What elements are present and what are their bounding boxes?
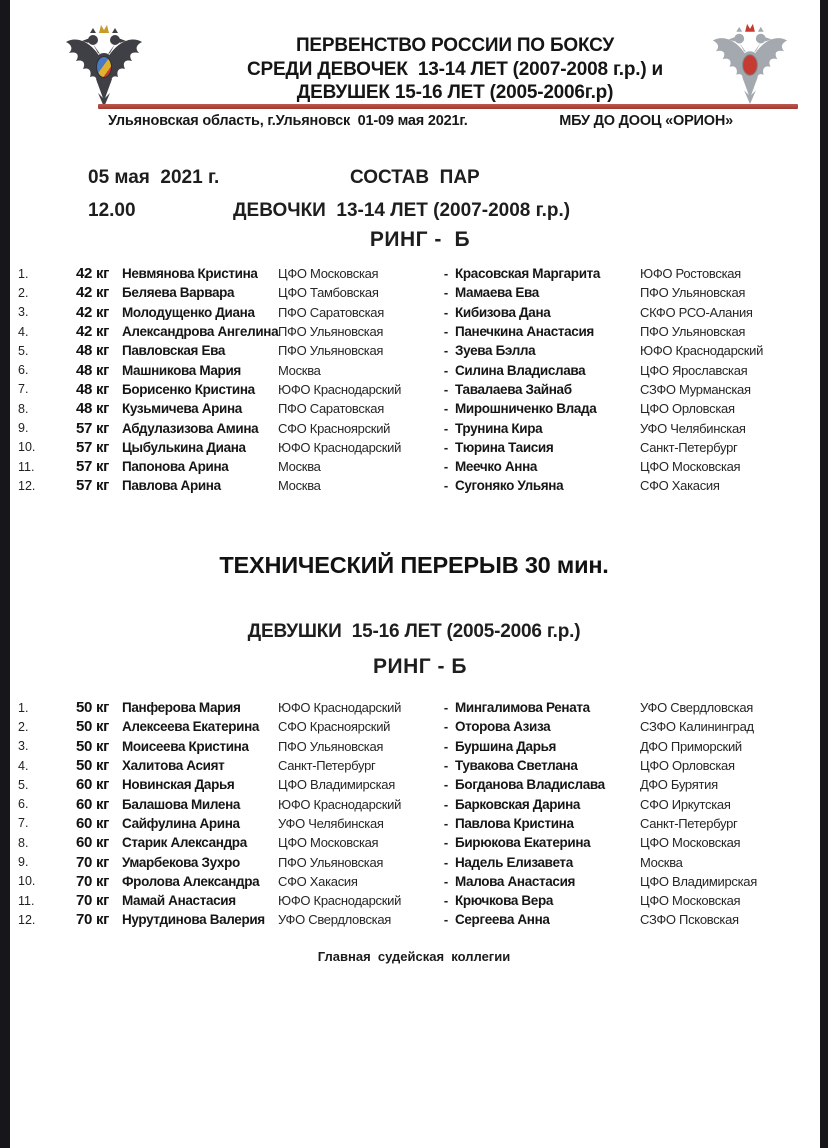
bout-weight-class: 70 кг [76, 853, 110, 871]
blue-corner-region: УФО Свердловская [640, 700, 753, 716]
bout-row [0, 814, 828, 833]
blue-corner-name: Оторова Азиза [455, 719, 551, 735]
pair-separator: - [443, 343, 449, 359]
red-corner-region: УФО Свердловская [278, 912, 391, 928]
red-corner-name: Мамай Анастасия [122, 893, 236, 909]
blue-corner-name: Тюрина Таисия [455, 439, 554, 455]
red-corner-region: ПФО Саратовская [278, 401, 384, 417]
pair-separator: - [443, 854, 449, 870]
bout-weight-class: 48 кг [76, 400, 110, 418]
blue-corner-name: Богданова Владислава [455, 777, 605, 793]
red-corner-region: ПФО Ульяновская [278, 738, 384, 754]
red-corner-name: Машникова Мария [122, 362, 241, 378]
bout-row [0, 833, 828, 852]
session1-date-line [0, 167, 828, 191]
bout-weight-class: 60 кг [76, 795, 110, 813]
bout-row [0, 891, 828, 910]
bout-weight-class: 60 кг [76, 776, 110, 794]
bout-row [0, 341, 828, 360]
bout-row [0, 283, 828, 302]
bout-number: 2. [18, 719, 29, 734]
red-corner-region: ПФО Ульяновская [278, 343, 384, 359]
pair-separator: - [443, 777, 449, 793]
bout-number: 12. [18, 478, 36, 493]
blue-corner-name: Малова Анастасия [455, 873, 576, 889]
bout-number: 7. [18, 382, 29, 397]
bout-number: 8. [18, 835, 29, 850]
blue-corner-name: Тавалаева Зайнаб [455, 381, 572, 397]
red-corner-name: Александрова Ангелина [122, 324, 279, 340]
ministry-of-sport-emblem-icon [62, 21, 146, 116]
pair-separator: - [443, 719, 449, 735]
red-corner-name: Павловская Ева [122, 343, 226, 359]
red-corner-name: Молодущенко Диана [122, 304, 255, 320]
bout-number: 6. [18, 363, 29, 378]
pair-separator: - [443, 362, 449, 378]
pair-separator: - [443, 912, 449, 928]
bout-weight-class: 50 кг [76, 699, 110, 717]
header-divider-rule [98, 104, 798, 109]
red-corner-name: Папонова Арина [122, 459, 229, 475]
bout-weight-class: 48 кг [76, 380, 110, 398]
bout-row [0, 737, 828, 756]
bout-number: 1. [18, 266, 29, 281]
blue-corner-region: ЦФО Ярославская [640, 362, 748, 378]
blue-corner-region: СЗФО Калининград [640, 719, 754, 735]
blue-corner-name: Трунина Кира [455, 420, 543, 436]
blue-corner-region: ЮФО Краснодарский [640, 343, 764, 359]
title-line-3: ДЕВУШЕК 15-16 ЛЕТ (2005-2006г.р) [296, 82, 614, 103]
red-corner-region: СФО Красноярский [278, 420, 391, 436]
bout-weight-class: 70 кг [76, 872, 110, 890]
bout-weight-class: 70 кг [76, 911, 110, 929]
session1-date: 05 мая 2021 г. [88, 167, 220, 188]
blue-corner-name: Мирошниченко Влада [455, 401, 597, 417]
blue-corner-name: Красовская Маргарита [455, 266, 601, 282]
pair-separator: - [443, 815, 449, 831]
bout-weight-class: 42 кг [76, 284, 110, 302]
red-corner-region: ЦФО Тамбовская [278, 285, 379, 301]
bout-number: 2. [18, 285, 29, 300]
bout-weight-class: 50 кг [76, 718, 110, 736]
title-line-2: СРЕДИ ДЕВОЧЕК 13-14 ЛЕТ (2007-2008 г.р.) и [246, 58, 664, 80]
pair-separator: - [443, 381, 449, 397]
blue-corner-region: Москва [640, 854, 683, 870]
bout-row [0, 418, 828, 437]
red-corner-region: СФО Красноярский [278, 719, 391, 735]
red-corner-region: ПФО Ульяновская [278, 324, 384, 340]
blue-corner-region: СФО Иркутская [640, 796, 731, 812]
blue-corner-name: Павлова Кристина [455, 815, 574, 831]
session2-bout-table [0, 698, 828, 930]
session2-category: ДЕВУШКИ 15-16 ЛЕТ (2005-2006 г.р.) [247, 621, 581, 642]
red-corner-name: Фролова Александра [122, 873, 260, 889]
red-corner-region: ЮФО Краснодарский [278, 439, 402, 455]
blue-corner-region: СЗФО Мурманская [640, 381, 751, 397]
blue-corner-region: СКФО РСО-Алания [640, 304, 753, 320]
red-corner-region: ЮФО Краснодарский [278, 381, 402, 397]
red-corner-name: Павлова Арина [122, 478, 221, 494]
bout-weight-class: 57 кг [76, 458, 110, 476]
blue-corner-region: ДФО Бурятия [640, 777, 718, 793]
bout-row [0, 438, 828, 457]
red-corner-region: СФО Хакасия [278, 873, 358, 889]
bout-number: 11. [18, 893, 35, 908]
bout-row [0, 380, 828, 399]
document-title [150, 34, 760, 105]
bout-number: 10. [18, 874, 36, 889]
red-corner-region: ЮФО Краснодарский [278, 893, 402, 909]
blue-corner-region: ПФО Ульяновская [640, 285, 746, 301]
pair-separator: - [443, 478, 449, 494]
blue-corner-region: СЗФО Псковская [640, 912, 739, 928]
red-corner-name: Абдулазизова Амина [122, 420, 259, 436]
red-corner-name: Цыбулькина Диана [122, 439, 246, 455]
pair-separator: - [443, 738, 449, 754]
red-corner-region: ЮФО Краснодарский [278, 700, 402, 716]
blue-corner-name: Надель Елизавета [455, 854, 573, 870]
venue-organization: МБУ ДО ДООЦ «ОРИОН» [559, 113, 733, 129]
pair-separator: - [443, 459, 449, 475]
blue-corner-name: Зуева Бэлла [455, 343, 536, 359]
red-corner-name: Невмянова Кристина [122, 266, 258, 282]
red-corner-region: ЦФО Московская [278, 835, 379, 851]
red-corner-region: ЦФО Московская [278, 266, 379, 282]
red-corner-name: Моисеева Кристина [122, 738, 249, 754]
blue-corner-name: Мамаева Ева [455, 285, 539, 301]
blue-corner-name: Тувакова Светлана [455, 758, 578, 774]
bout-weight-class: 60 кг [76, 834, 110, 852]
red-corner-name: Старик Александра [122, 835, 247, 851]
bout-number: 9. [18, 855, 29, 870]
bout-number: 5. [18, 343, 29, 358]
red-corner-name: Сайфулина Арина [122, 815, 240, 831]
bout-row [0, 322, 828, 341]
blue-corner-name: Барковская Дарина [455, 796, 581, 812]
red-corner-name: Умарбекова Зухро [122, 854, 240, 870]
bout-number: 7. [18, 816, 29, 831]
technical-break-notice: ТЕХНИЧЕСКИЙ ПЕРЕРЫВ 30 мин. [219, 552, 609, 578]
bout-number: 4. [18, 324, 29, 339]
blue-corner-region: СФО Хакасия [640, 478, 720, 494]
bout-weight-class: 48 кг [76, 342, 110, 360]
blue-corner-region: ЦФО Московская [640, 893, 741, 909]
bout-number: 1. [18, 700, 29, 715]
blue-corner-region: Санкт-Петербург [640, 815, 738, 831]
blue-corner-region: ЦФО Московская [640, 459, 741, 475]
bout-number: 10. [18, 440, 36, 455]
bout-weight-class: 42 кг [76, 323, 110, 341]
pair-separator: - [443, 873, 449, 889]
blue-corner-name: Панечкина Анастасия [455, 324, 594, 340]
pair-separator: - [443, 401, 449, 417]
session1-bout-table [0, 264, 828, 496]
bout-weight-class: 70 кг [76, 892, 110, 910]
blue-corner-region: ЦФО Московская [640, 835, 741, 851]
title-line-1: ПЕРВЕНСТВО РОССИИ ПО БОКСУ [295, 35, 615, 56]
red-corner-region: Москва [278, 459, 321, 475]
pair-separator: - [443, 835, 449, 851]
session1-time-line [0, 200, 828, 224]
venue-row [108, 113, 733, 129]
blue-corner-region: ПФО Ульяновская [640, 324, 746, 340]
bout-row [0, 717, 828, 736]
red-corner-name: Борисенко Кристина [122, 381, 255, 397]
bout-weight-class: 48 кг [76, 361, 110, 379]
bout-number: 4. [18, 758, 29, 773]
pair-separator: - [443, 304, 449, 320]
blue-corner-region: ЦФО Орловская [640, 401, 735, 417]
blue-corner-name: Сугоняко Ульяна [455, 478, 564, 494]
pair-separator: - [443, 439, 449, 455]
bout-row [0, 794, 828, 813]
bout-weight-class: 60 кг [76, 814, 110, 832]
blue-corner-region: Санкт-Петербург [640, 439, 738, 455]
blue-corner-region: ЮФО Ростовская [640, 266, 741, 282]
red-corner-region: ПФО Ульяновская [278, 854, 384, 870]
bout-weight-class: 50 кг [76, 737, 110, 755]
bout-row [0, 852, 828, 871]
bout-weight-class: 57 кг [76, 477, 110, 495]
red-corner-region: Москва [278, 362, 321, 378]
red-corner-name: Новинская Дарья [122, 777, 235, 793]
pair-separator: - [443, 285, 449, 301]
bout-row [0, 303, 828, 322]
bout-row [0, 698, 828, 717]
pair-separator: - [443, 796, 449, 812]
blue-corner-name: Мингалимова Рената [455, 700, 590, 716]
bout-weight-class: 42 кг [76, 303, 110, 321]
red-corner-name: Нурутдинова Валерия [122, 912, 265, 928]
blue-corner-region: УФО Челябинская [640, 420, 746, 436]
jury-signature-line: Главная судейская коллегии [317, 949, 511, 964]
bout-row [0, 756, 828, 775]
blue-corner-name: Бирюкова Екатерина [455, 835, 591, 851]
session1-time: 12.00 [88, 200, 136, 221]
red-corner-name: Беляева Варвара [122, 285, 235, 301]
bout-row [0, 457, 828, 476]
blue-corner-region: ЦФО Владимирская [640, 873, 757, 889]
bout-number: 5. [18, 777, 29, 792]
pair-separator: - [443, 420, 449, 436]
venue-location: Ульяновская область, г.Ульяновск 01-09 мая 2021г. [108, 113, 468, 129]
red-corner-name: Кузьмичева Арина [122, 401, 242, 417]
blue-corner-name: Кибизова Дана [455, 304, 551, 320]
session2-ring-title: РИНГ - Б [373, 655, 467, 678]
red-corner-region: Санкт-Петербург [278, 758, 376, 774]
pairs-composition-title: СОСТАВ ПАР [350, 167, 480, 188]
red-corner-name: Балашова Милена [122, 796, 241, 812]
bout-number: 3. [18, 739, 29, 754]
pair-separator: - [443, 266, 449, 282]
session1-category: ДЕВОЧКИ 13-14 ЛЕТ (2007-2008 г.р.) [233, 200, 571, 221]
red-corner-name: Панферова Мария [122, 700, 241, 716]
bout-row [0, 399, 828, 418]
pair-separator: - [443, 324, 449, 340]
red-corner-region: ЮФО Краснодарский [278, 796, 402, 812]
red-corner-region: ПФО Саратовская [278, 304, 384, 320]
pair-separator: - [443, 700, 449, 716]
bout-row [0, 872, 828, 891]
red-corner-region: ЦФО Владимирская [278, 777, 395, 793]
bout-row [0, 264, 828, 283]
session1-ring-title: РИНГ - Б [369, 228, 471, 251]
blue-corner-region: ЦФО Орловская [640, 758, 735, 774]
blue-corner-name: Меечко Анна [455, 459, 538, 475]
pair-separator: - [443, 893, 449, 909]
bout-weight-class: 50 кг [76, 757, 110, 775]
red-corner-name: Алексеева Екатерина [122, 719, 260, 735]
blue-corner-name: Силина Владислава [455, 362, 586, 378]
bout-weight-class: 57 кг [76, 438, 110, 456]
boxing-federation-emblem-icon [708, 20, 792, 113]
red-corner-region: УФО Челябинская [278, 815, 384, 831]
bout-number: 3. [18, 305, 29, 320]
bout-row [0, 360, 828, 379]
bout-weight-class: 42 кг [76, 265, 110, 283]
bout-row [0, 476, 828, 495]
bout-weight-class: 57 кг [76, 419, 110, 437]
bout-number: 8. [18, 401, 29, 416]
red-corner-name: Халитова Асият [122, 758, 225, 774]
bout-number: 6. [18, 797, 29, 812]
blue-corner-name: Крючкова Вера [455, 893, 554, 909]
bout-number: 11. [18, 459, 35, 474]
bout-number: 12. [18, 912, 36, 927]
bout-row [0, 910, 828, 929]
pair-separator: - [443, 758, 449, 774]
blue-corner-region: ДФО Приморский [640, 738, 742, 754]
bout-number: 9. [18, 421, 29, 436]
bout-row [0, 775, 828, 794]
red-corner-region: Москва [278, 478, 321, 494]
blue-corner-name: Буршина Дарья [455, 738, 557, 754]
blue-corner-name: Сергеева Анна [455, 912, 550, 928]
